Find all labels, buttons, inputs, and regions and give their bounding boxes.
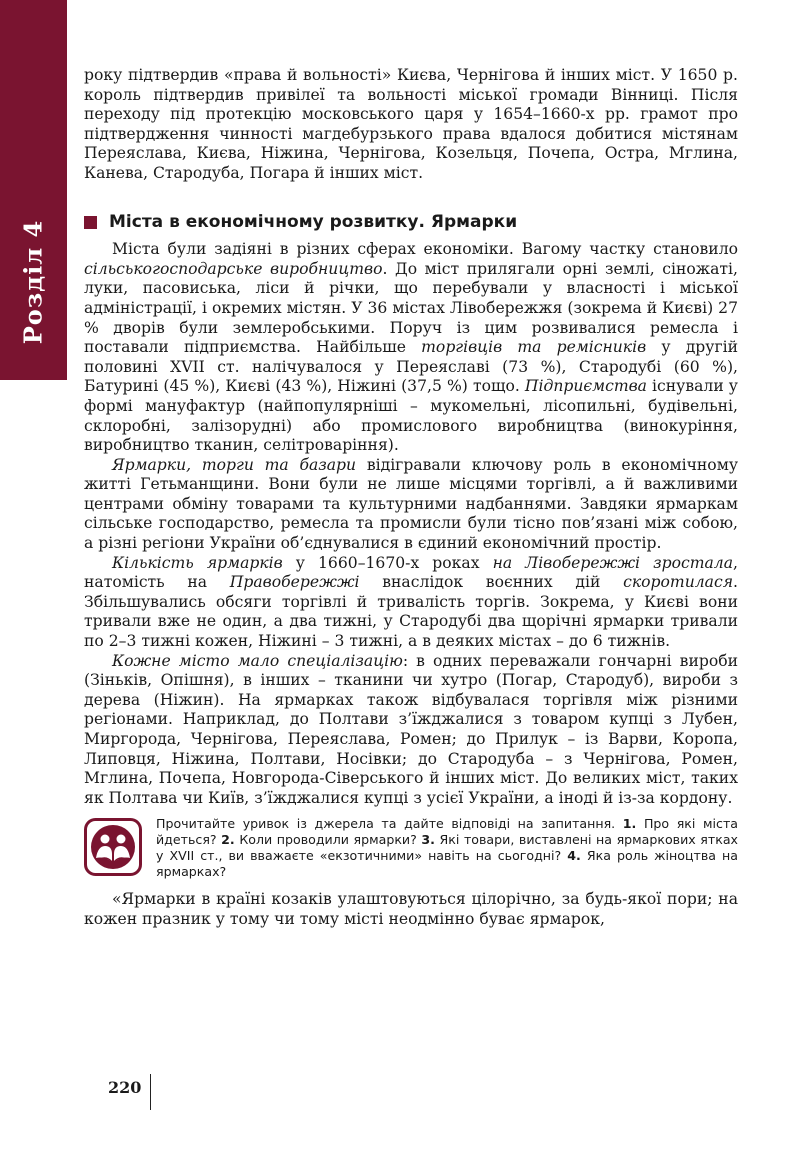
page-number-divider xyxy=(150,1074,151,1110)
italic-term: сільськогосподарське виробництво xyxy=(84,259,383,278)
text-run: : в одних переважали гончарні вироби (Зіньків, Опішня), в інших – тканини чи хутро (Погар, Стародуб), вироби з дерева (Ніжин). На ярмарках також відбувалася торгівля між різними регіонами. Наприклад, до Полтави з’їжджалися з товаром купці з Лубен, Миргорода, Чернігова, Переяслава, Ромен; до Прилук – із Варви, Коропа, Липовця, Ніжина, Полтави, Носівки; до Стародуба – з Чернігова, Ромен, Мглина, Почепа, Новгорода-Сіверського й інших міст. До великих міст, таких як Полтава чи Київ, з’їжджалися купці з усієї України, а іноді й із-за кордону. xyxy=(84,651,739,807)
section-side-tab xyxy=(0,0,67,380)
text-run: існували у формі мануфактур (найпопулярніші – мукомельні, лісопильні, будівельні, склоробні, залізорудні) або промислового виробництва (винокуріння, виробництво тканин, селітроваріння). xyxy=(84,377,738,455)
text-run: . До міст прилягали орні землі, сіножаті, луки, пасовиська, ліси й річки, що перебували у власності і міської адміністрації, і окремих містян. У 36 містах Лівобережжя (зокрема й Києві) 27 % дворів були землеробськими. Поруч із цим розвивалися ремесла і поставали підприємства. Найбільше xyxy=(84,259,738,357)
text-run: . Збільшувались обсяги торгівлі й тривалість торгів. Зокрема, у Києві вони тривали вже не один, а два тижні, у Стародубі два щорічні ярмарки тривали по 2–3 тижні кожен, Ніжині – 3 тижні, а в деяких містах – до 6 тижнів. xyxy=(84,573,738,651)
source-quote: «Ярмарки в країні козаків улаштовуються цілорічно, за будь-якої пори; на кожен празник у тому чи тому місті неодмінно буває ярмарок, xyxy=(84,890,738,928)
text-run: Міста були задіяні в різних сферах економіки. Вагому частку становило xyxy=(112,240,738,259)
question-number: 3. xyxy=(421,832,435,848)
question-text: Яка роль жіноцтва на ярмарках? xyxy=(156,848,738,880)
italic-term: на Лівобережжі зростала xyxy=(492,553,734,572)
question-text: Коли проводили ярмарки? xyxy=(234,832,422,848)
paragraph-fairs-count xyxy=(84,554,738,652)
italic-term: Підприємства xyxy=(524,377,647,396)
question-number: 4. xyxy=(567,848,581,864)
page-content xyxy=(84,66,738,930)
paragraph-economy xyxy=(84,240,738,456)
question-text: Про які міста йдеться? xyxy=(156,816,738,848)
text-run: у другій половині XVII ст. налічувалося у Переяславі (73 %), Стародубі (60 %), Батурині (45 %), Києві (43 %), Ніжині (37,5 %) тощо. xyxy=(84,338,739,396)
text-run: у 1660–1670-х роках xyxy=(282,553,493,572)
paragraph-fairs-role xyxy=(84,456,738,554)
heading-square-icon xyxy=(84,216,97,229)
italic-term: скоротилася xyxy=(623,573,734,592)
question-text: Які товари, виставлені на ярмаркових ятках у XVII ст., ви вважаєте «екзотичними» навіть на сьогодні? xyxy=(156,832,738,864)
reading-people-icon xyxy=(84,818,142,876)
heading-text: Міста в економічному розвитку. Ярмарки xyxy=(109,211,518,232)
paragraph-intro: року підтвердив «права й вольності» Києва, Чернігова й інших міст. У 1650 р. король підтвердив привілеї та вольності міської громади Вінниці. Після переходу під протекцію московського царя у 1654–1660-х рр. грамот про підтвердження чинності магдебурзького права вдалося добитися містянам Переяслава, Києва, Ніжина, Чернігова, Козельця, Почепа, Остра, Мглина, Канева, Стародуба, Погара й інших міст. xyxy=(84,66,738,182)
italic-term: Правобережжі xyxy=(229,573,360,592)
page-number: 220 xyxy=(108,1078,142,1097)
source-task-block xyxy=(84,816,738,880)
question-number: 2. xyxy=(221,832,235,848)
question-number: 1. xyxy=(622,816,637,832)
italic-term: Ярмарки, торги та базари xyxy=(112,455,357,474)
text-run: відігравали ключову роль в економічному житті Гетьманщини. Вони були не лише місцями торгівлі, а й важливими центрами обміну товарами та культурними надбаннями. Завдяки ярмаркам сільське господарство, ремесла та промисли були тісно пов’язані між собою, а різні регіони України об’єднувалися в єдиний економічний простір. xyxy=(84,455,738,553)
task-questions xyxy=(156,816,738,880)
italic-term: Кількість ярмарків xyxy=(112,553,283,572)
task-intro: Прочитайте уривок із джерела та дайте відповіді на запитання. xyxy=(156,816,623,832)
italic-term: торгівців та ремісників xyxy=(421,338,647,357)
section-heading xyxy=(84,213,738,233)
text-run: внаслідок воєнних дій xyxy=(359,573,624,592)
paragraph-specialization xyxy=(84,652,738,809)
italic-term: Кожне місто мало спеціалізацію xyxy=(112,651,403,670)
section-label: Розділ 4 xyxy=(18,219,48,345)
text-run: , натомість на xyxy=(84,553,738,592)
